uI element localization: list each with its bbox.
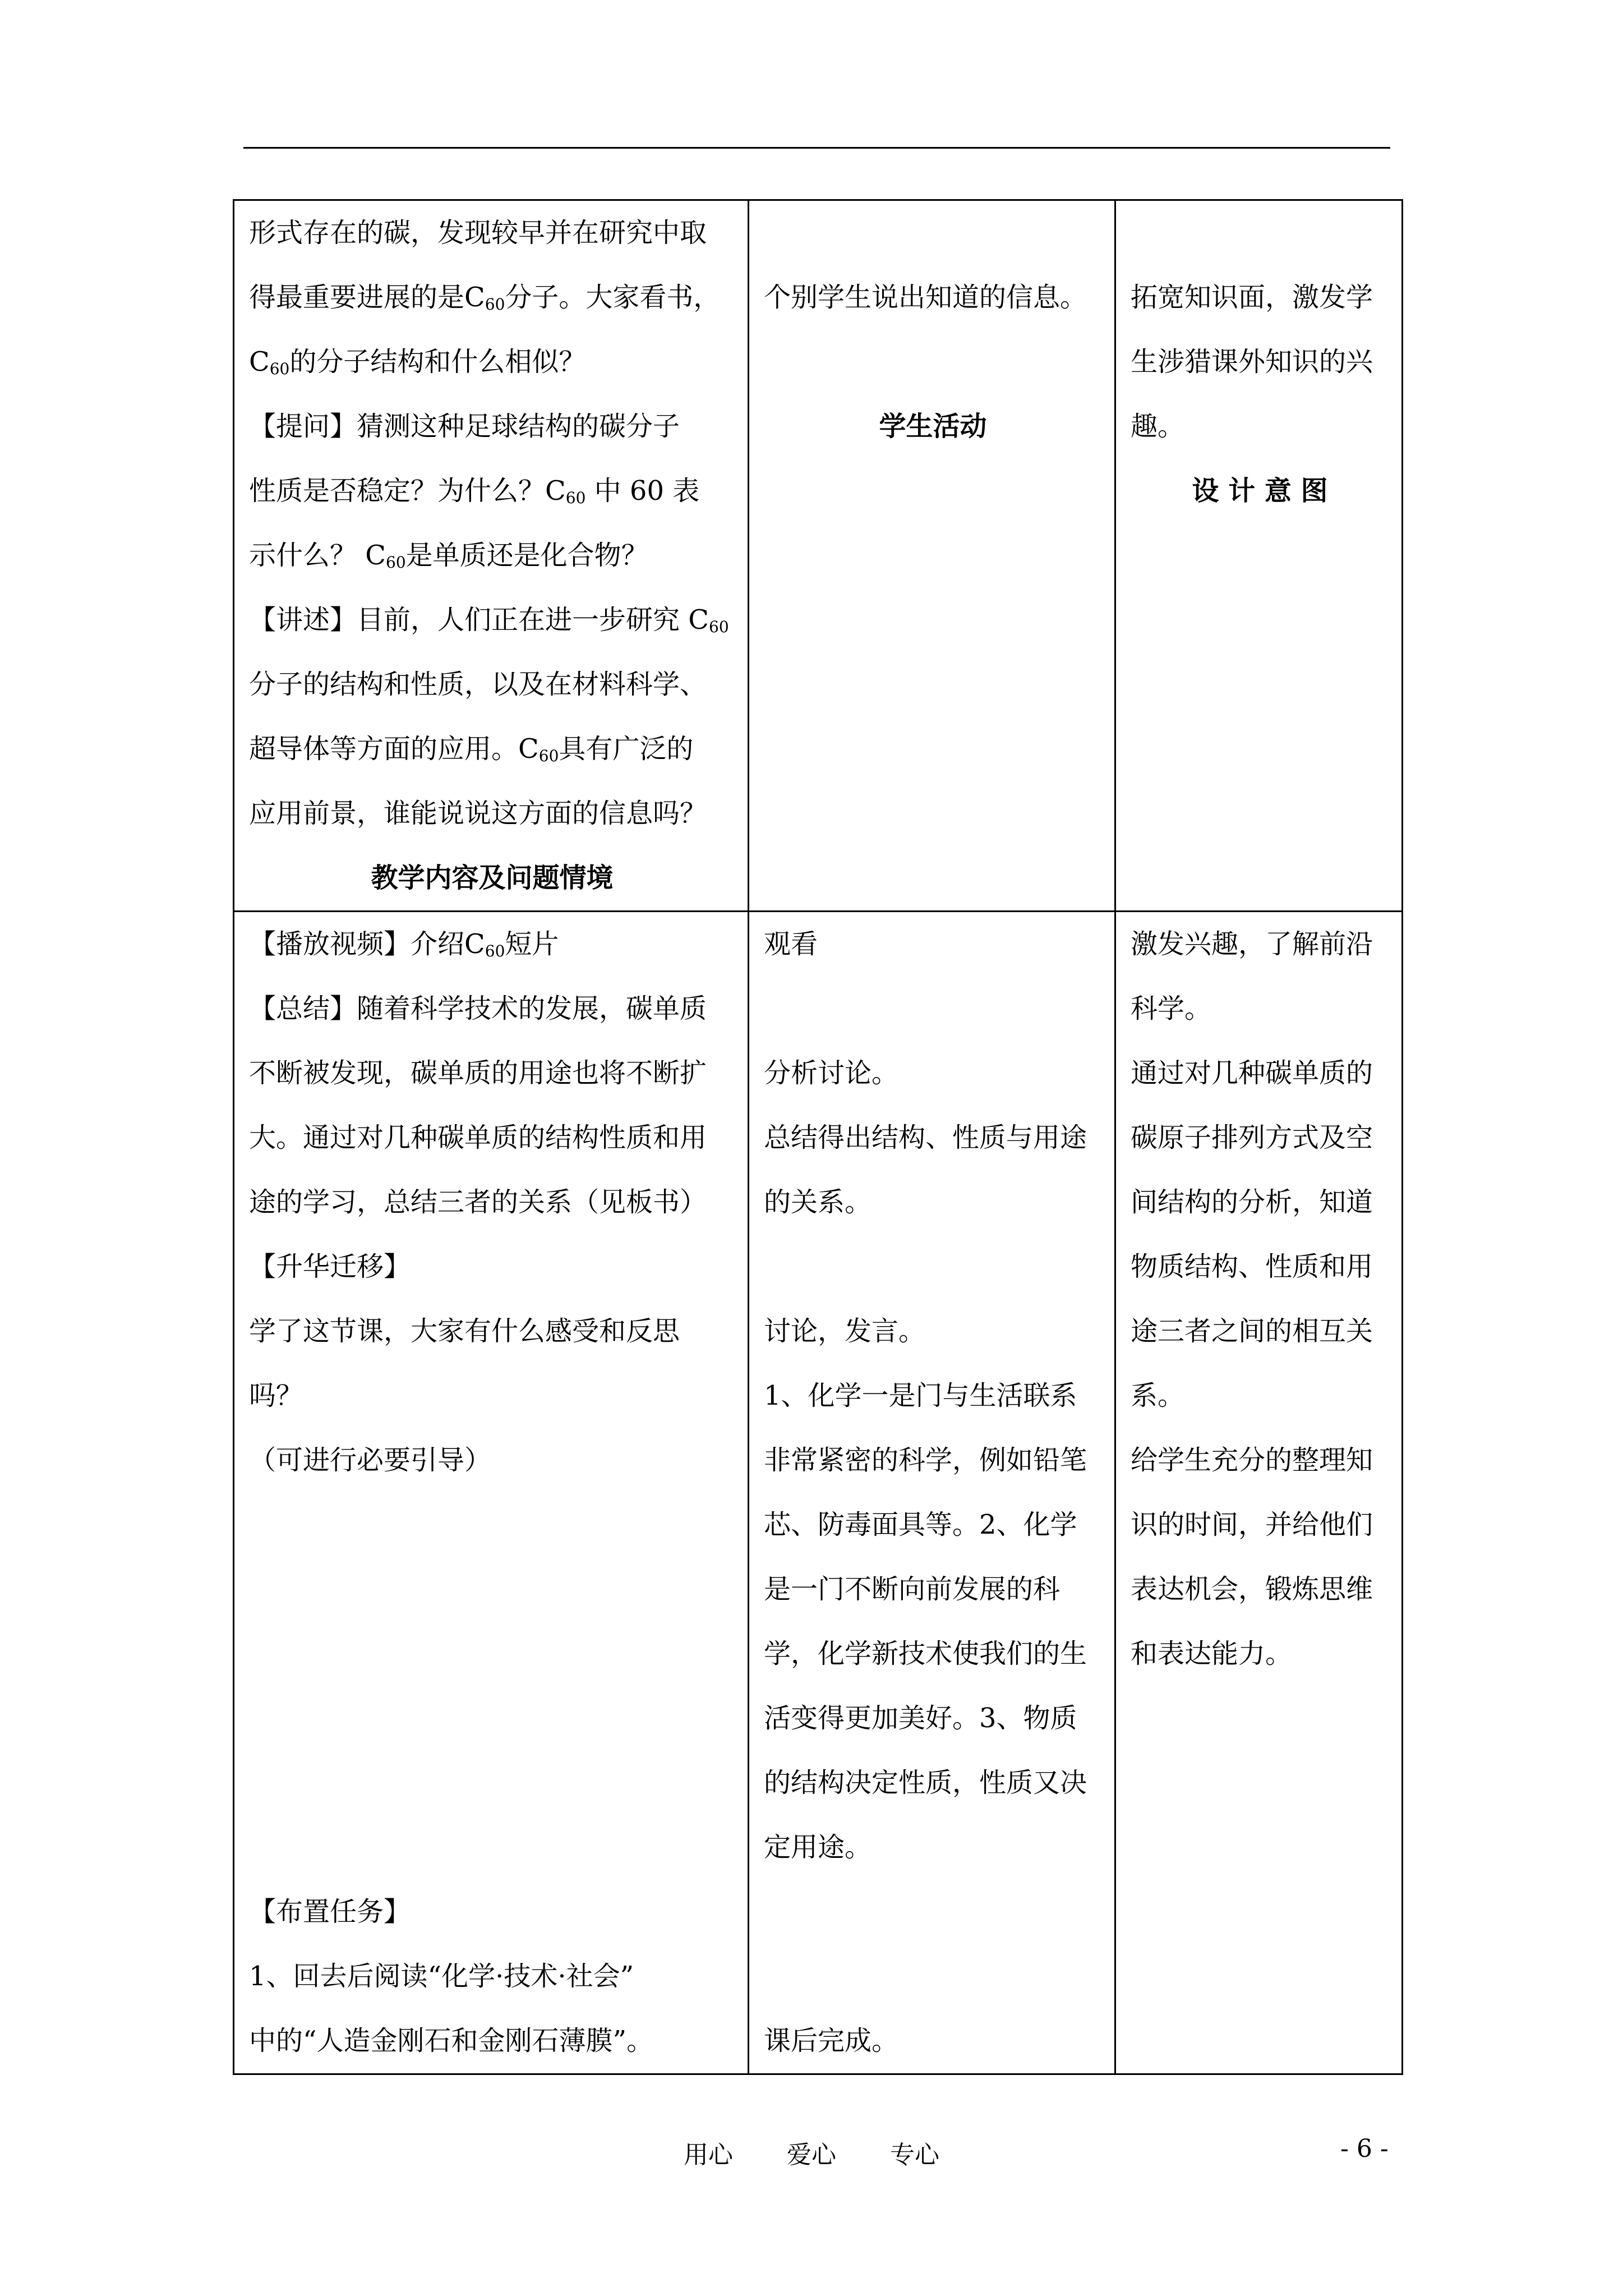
column-header-content: 教学内容及问题情境	[371, 862, 614, 894]
text-line: 识的时间，并给他们	[1131, 1509, 1373, 1540]
intent-lines	[1131, 912, 1389, 1686]
column-header-activity: 学生活动	[879, 411, 987, 442]
text-line: 总结得出结构、性质与用途	[764, 1122, 1087, 1153]
text-line: 表达机会，锻炼思维	[1131, 1573, 1373, 1605]
text-line: 观看	[764, 928, 818, 960]
text-line: 得最重要进展的是$C_{60}$分子。大家看书，	[249, 282, 721, 314]
column-header-intent: 设 计 意 图	[1192, 475, 1328, 507]
text-line: 学了这节课，大家有什么感受和反思	[249, 1315, 680, 1347]
text-line: 【布置任务】	[249, 1896, 411, 1927]
text-line: 超导体等方面的应用。$C_{60}$具有广泛的	[249, 733, 694, 765]
text-line: 【讲述】目前，人们正在进一步研究 $C_{60}$	[249, 604, 729, 636]
activity-cell	[749, 200, 1115, 912]
text-line	[764, 1880, 1102, 1944]
text-line: 形式存在的碳，发现较早并在研究中取	[249, 217, 707, 249]
text-line: 中的“人造金刚石和金刚石薄膜”。	[249, 2025, 654, 2056]
text-line: 【播放视频】介绍$C_{60}$短片	[249, 928, 559, 960]
text-line: 碳原子排列方式及空	[1131, 1122, 1373, 1153]
text-line: 示什么？ $C_{60}$是单质还是化合物？	[249, 540, 648, 572]
activity-text: 个别学生说出知道的信息。	[764, 282, 1087, 313]
text-line: 途的学习，总结三者的关系（见板书）	[249, 1186, 707, 1218]
text-line: 大。通过对几种碳单质的结构性质和用	[249, 1122, 707, 1153]
text-line: 拓宽知识面，激发学	[1131, 282, 1373, 313]
text-line: 的结构决定性质，性质又决	[764, 1767, 1087, 1798]
activity-cell	[749, 912, 1115, 2074]
header-rule	[243, 147, 1390, 149]
footer-word: 专心	[890, 2141, 939, 2169]
page-number: - 6 -	[1340, 2134, 1389, 2163]
text-line: 性质是否稳定？为什么？$C_{60}$ 中 60 表	[249, 475, 700, 507]
text-line: 芯、防毒面具等。2、化学	[764, 1509, 1077, 1540]
intent-cell	[1115, 200, 1403, 912]
text-line: 学，化学新技术使我们的生	[764, 1638, 1087, 1669]
text-line: 趣。	[1131, 411, 1185, 442]
footer-word: 用心	[684, 2141, 733, 2169]
text-line: 途三者之间的相互关	[1131, 1315, 1373, 1347]
intent-lines	[1131, 265, 1389, 459]
text-line: 课后完成。	[764, 2025, 899, 2056]
text-line: 1、化学一是门与生活联系	[764, 1380, 1077, 1411]
text-line: 的关系。	[764, 1186, 872, 1218]
text-line: 生涉猎课外知识的兴	[1131, 346, 1373, 378]
text-line: 给学生充分的整理知	[1131, 1444, 1373, 1476]
text-line: 【总结】随着科学技术的发展，碳单质	[249, 993, 707, 1024]
intent-cell	[1115, 912, 1403, 2074]
text-line: 系。	[1131, 1380, 1185, 1411]
content-cell	[234, 912, 749, 2074]
text-line: （可进行必要引导）	[249, 1444, 492, 1476]
text-line: 不断被发现，碳单质的用途也将不断扩	[249, 1057, 707, 1089]
table-row	[234, 912, 1403, 2074]
text-line: 吗？	[249, 1380, 303, 1411]
text-line: 分子的结构和性质，以及在材料科学、	[249, 669, 707, 700]
text-line: 应用前景，谁能说说这方面的信息吗？	[249, 798, 707, 829]
text-line: 定用途。	[764, 1832, 872, 1863]
activity-lines	[764, 912, 1102, 2073]
content-lines	[249, 912, 735, 1493]
text-line: 是一门不断向前发展的科	[764, 1573, 1061, 1605]
text-line: 间结构的分析，知道	[1131, 1186, 1373, 1218]
text-line	[764, 1944, 1102, 2009]
text-line: 讨论，发言。	[764, 1315, 926, 1347]
text-line: 和表达能力。	[1131, 1638, 1293, 1669]
text-line: 科学。	[1131, 993, 1212, 1024]
text-line: 激发兴趣，了解前沿	[1131, 928, 1373, 960]
text-line: 【升华迁移】	[249, 1251, 411, 1282]
task-lines	[249, 1880, 735, 2073]
text-line	[764, 977, 1102, 1041]
text-line: 【提问】猜测这种足球结构的碳分子	[249, 411, 680, 442]
content-cell	[234, 200, 749, 912]
text-line: $C_{60}$的分子结构和什么相似？	[249, 346, 586, 378]
text-line: 通过对几种碳单质的	[1131, 1057, 1373, 1089]
text-line: 非常紧密的科学，例如铅笔	[764, 1444, 1087, 1476]
content-lines	[249, 201, 735, 846]
table-row	[234, 200, 1403, 912]
text-line	[764, 1235, 1102, 1299]
text-line: 1、回去后阅读“化学·技术·社会”	[249, 1961, 634, 1992]
lesson-plan-table	[233, 199, 1403, 2075]
text-line: 活变得更加美好。3、物质	[764, 1703, 1077, 1734]
text-line: 分析讨论。	[764, 1057, 899, 1089]
text-line: 物质结构、性质和用	[1131, 1251, 1373, 1282]
footer-word: 爱心	[787, 2141, 836, 2169]
